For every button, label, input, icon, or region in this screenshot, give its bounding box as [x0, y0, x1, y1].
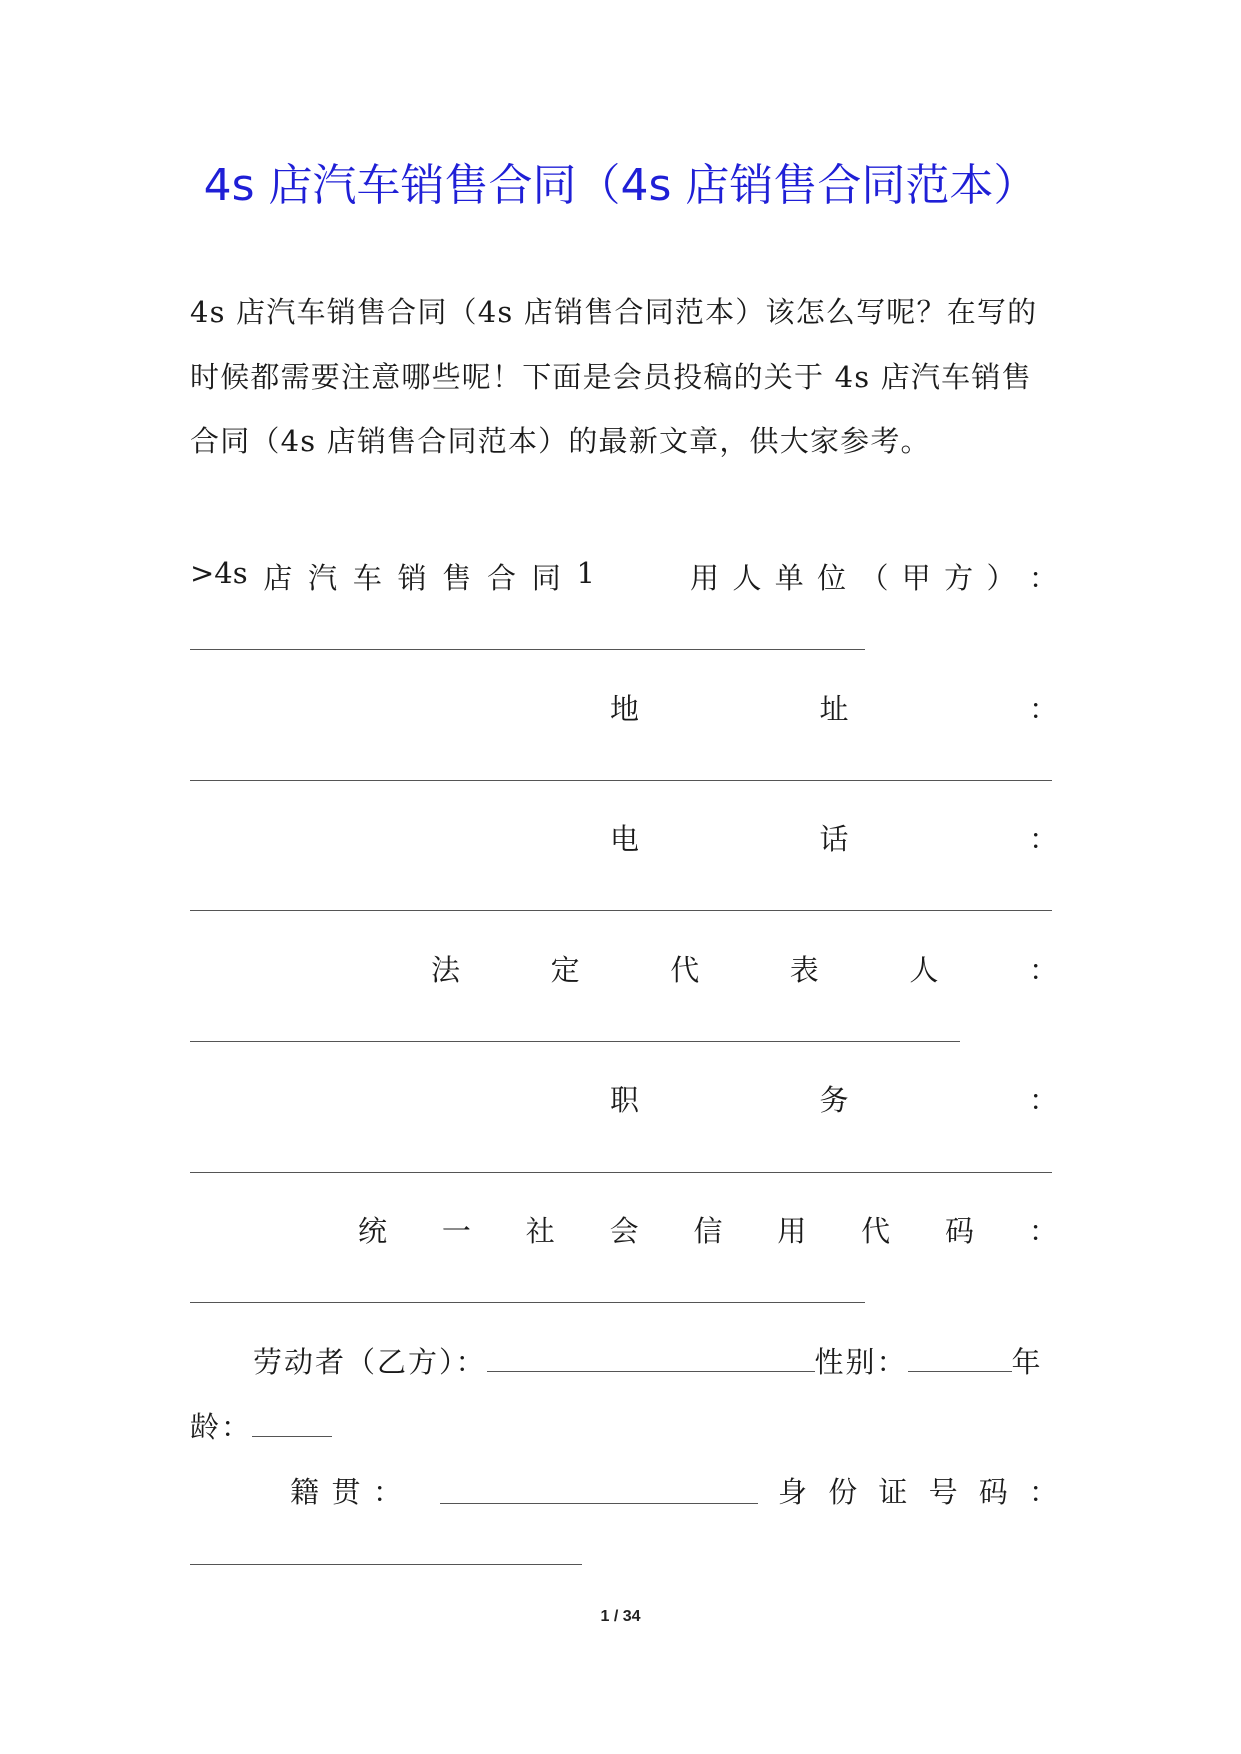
age-blank — [252, 1410, 332, 1437]
age-row — [190, 1405, 332, 1446]
label-char: 址 — [819, 692, 849, 726]
legal-rep-blank — [190, 1041, 960, 1042]
label-char: ） — [986, 561, 1016, 595]
label-char: 码 — [978, 1475, 1008, 1509]
label-char: 方 — [944, 561, 974, 595]
label-char: 证 — [878, 1475, 908, 1509]
party-a-blank — [190, 649, 865, 650]
label-char: 籍 — [290, 1475, 320, 1509]
label-char: ： — [1028, 953, 1058, 987]
label-char: 职 — [610, 1083, 640, 1117]
native-place-blank — [440, 1503, 758, 1504]
label-char: 电 — [610, 822, 640, 856]
label-char: 身 — [778, 1475, 808, 1509]
label-char: ： — [1028, 1214, 1058, 1248]
label-char: 一 — [441, 1214, 471, 1248]
age-label-1: 年 — [1011, 1345, 1041, 1379]
gender-blank — [908, 1345, 1012, 1372]
label-char: 话 — [819, 822, 849, 856]
label-char: 用 — [690, 561, 720, 595]
label-char: 贯 — [331, 1475, 361, 1509]
label-char: 码 — [945, 1214, 975, 1248]
label-char: 社 — [525, 1214, 555, 1248]
document-title: 4s 店汽车销售合同（4s 店销售合同范本） — [203, 160, 1038, 211]
position-label — [610, 1078, 1058, 1119]
label-char: 人 — [732, 561, 762, 595]
label-char: ： — [372, 1475, 402, 1509]
id-label — [778, 1470, 1058, 1511]
label-char: 号 — [928, 1475, 958, 1509]
intro-line-2: 时候都需要注意哪些呢！下面是会员投稿的关于 4s 店汽车销售 — [190, 360, 1032, 394]
native-place-label — [290, 1470, 402, 1511]
label-char: 甲 — [901, 561, 931, 595]
label-char: （ — [859, 561, 889, 595]
label-char: 表 — [789, 953, 819, 987]
label-char: 务 — [819, 1083, 849, 1117]
phone-label — [610, 817, 1058, 858]
section-heading — [190, 556, 595, 597]
label-char: 代 — [861, 1214, 891, 1248]
label-char: ： — [1028, 1475, 1058, 1509]
label-char: 人 — [909, 953, 939, 987]
label-char: 用 — [777, 1214, 807, 1248]
label-char: 售 — [442, 561, 472, 595]
label-char: 会 — [609, 1214, 639, 1248]
label-char: ： — [1028, 692, 1058, 726]
age-label-2: 龄： — [190, 1410, 253, 1444]
label-char: 1 — [576, 556, 595, 590]
party-b-label: 劳动者（乙方）： — [253, 1345, 487, 1379]
label-char: >4s — [190, 556, 248, 590]
party-b-row — [253, 1340, 1058, 1381]
id-blank — [190, 1564, 582, 1565]
credit-code-blank — [190, 1302, 865, 1303]
page-number: 1 / 34 — [600, 1608, 641, 1625]
gender-label: 性别： — [814, 1345, 908, 1379]
label-char: 店 — [263, 561, 293, 595]
label-char: ： — [1028, 822, 1058, 856]
label-char: 单 — [774, 561, 804, 595]
label-char: 信 — [693, 1214, 723, 1248]
address-blank — [190, 780, 1052, 781]
label-char: 合 — [487, 561, 517, 595]
legal-rep-label — [431, 948, 1058, 989]
position-blank — [190, 1172, 1052, 1173]
label-char: ： — [1028, 561, 1058, 595]
party-b-blank — [487, 1345, 815, 1372]
label-char: 定 — [550, 953, 580, 987]
intro-line-1: 4s 店汽车销售合同（4s 店销售合同范本）该怎么写呢？在写的 — [190, 295, 1038, 329]
label-char: 同 — [531, 561, 561, 595]
address-label — [610, 687, 1058, 728]
intro-line-3: 合同（4s 店销售合同范本）的最新文章，供大家参考。 — [190, 424, 931, 458]
label-char: 汽 — [308, 561, 338, 595]
label-char: 代 — [670, 953, 700, 987]
label-char: 地 — [610, 692, 640, 726]
party-a-label — [690, 556, 1058, 597]
label-char: 份 — [828, 1475, 858, 1509]
credit-code-label — [358, 1209, 1058, 1250]
label-char: 统 — [358, 1214, 388, 1248]
label-char: 销 — [397, 561, 427, 595]
phone-blank — [190, 910, 1052, 911]
label-char: 车 — [352, 561, 382, 595]
label-char: 法 — [431, 953, 461, 987]
label-char: ： — [1028, 1083, 1058, 1117]
label-char: 位 — [817, 561, 847, 595]
